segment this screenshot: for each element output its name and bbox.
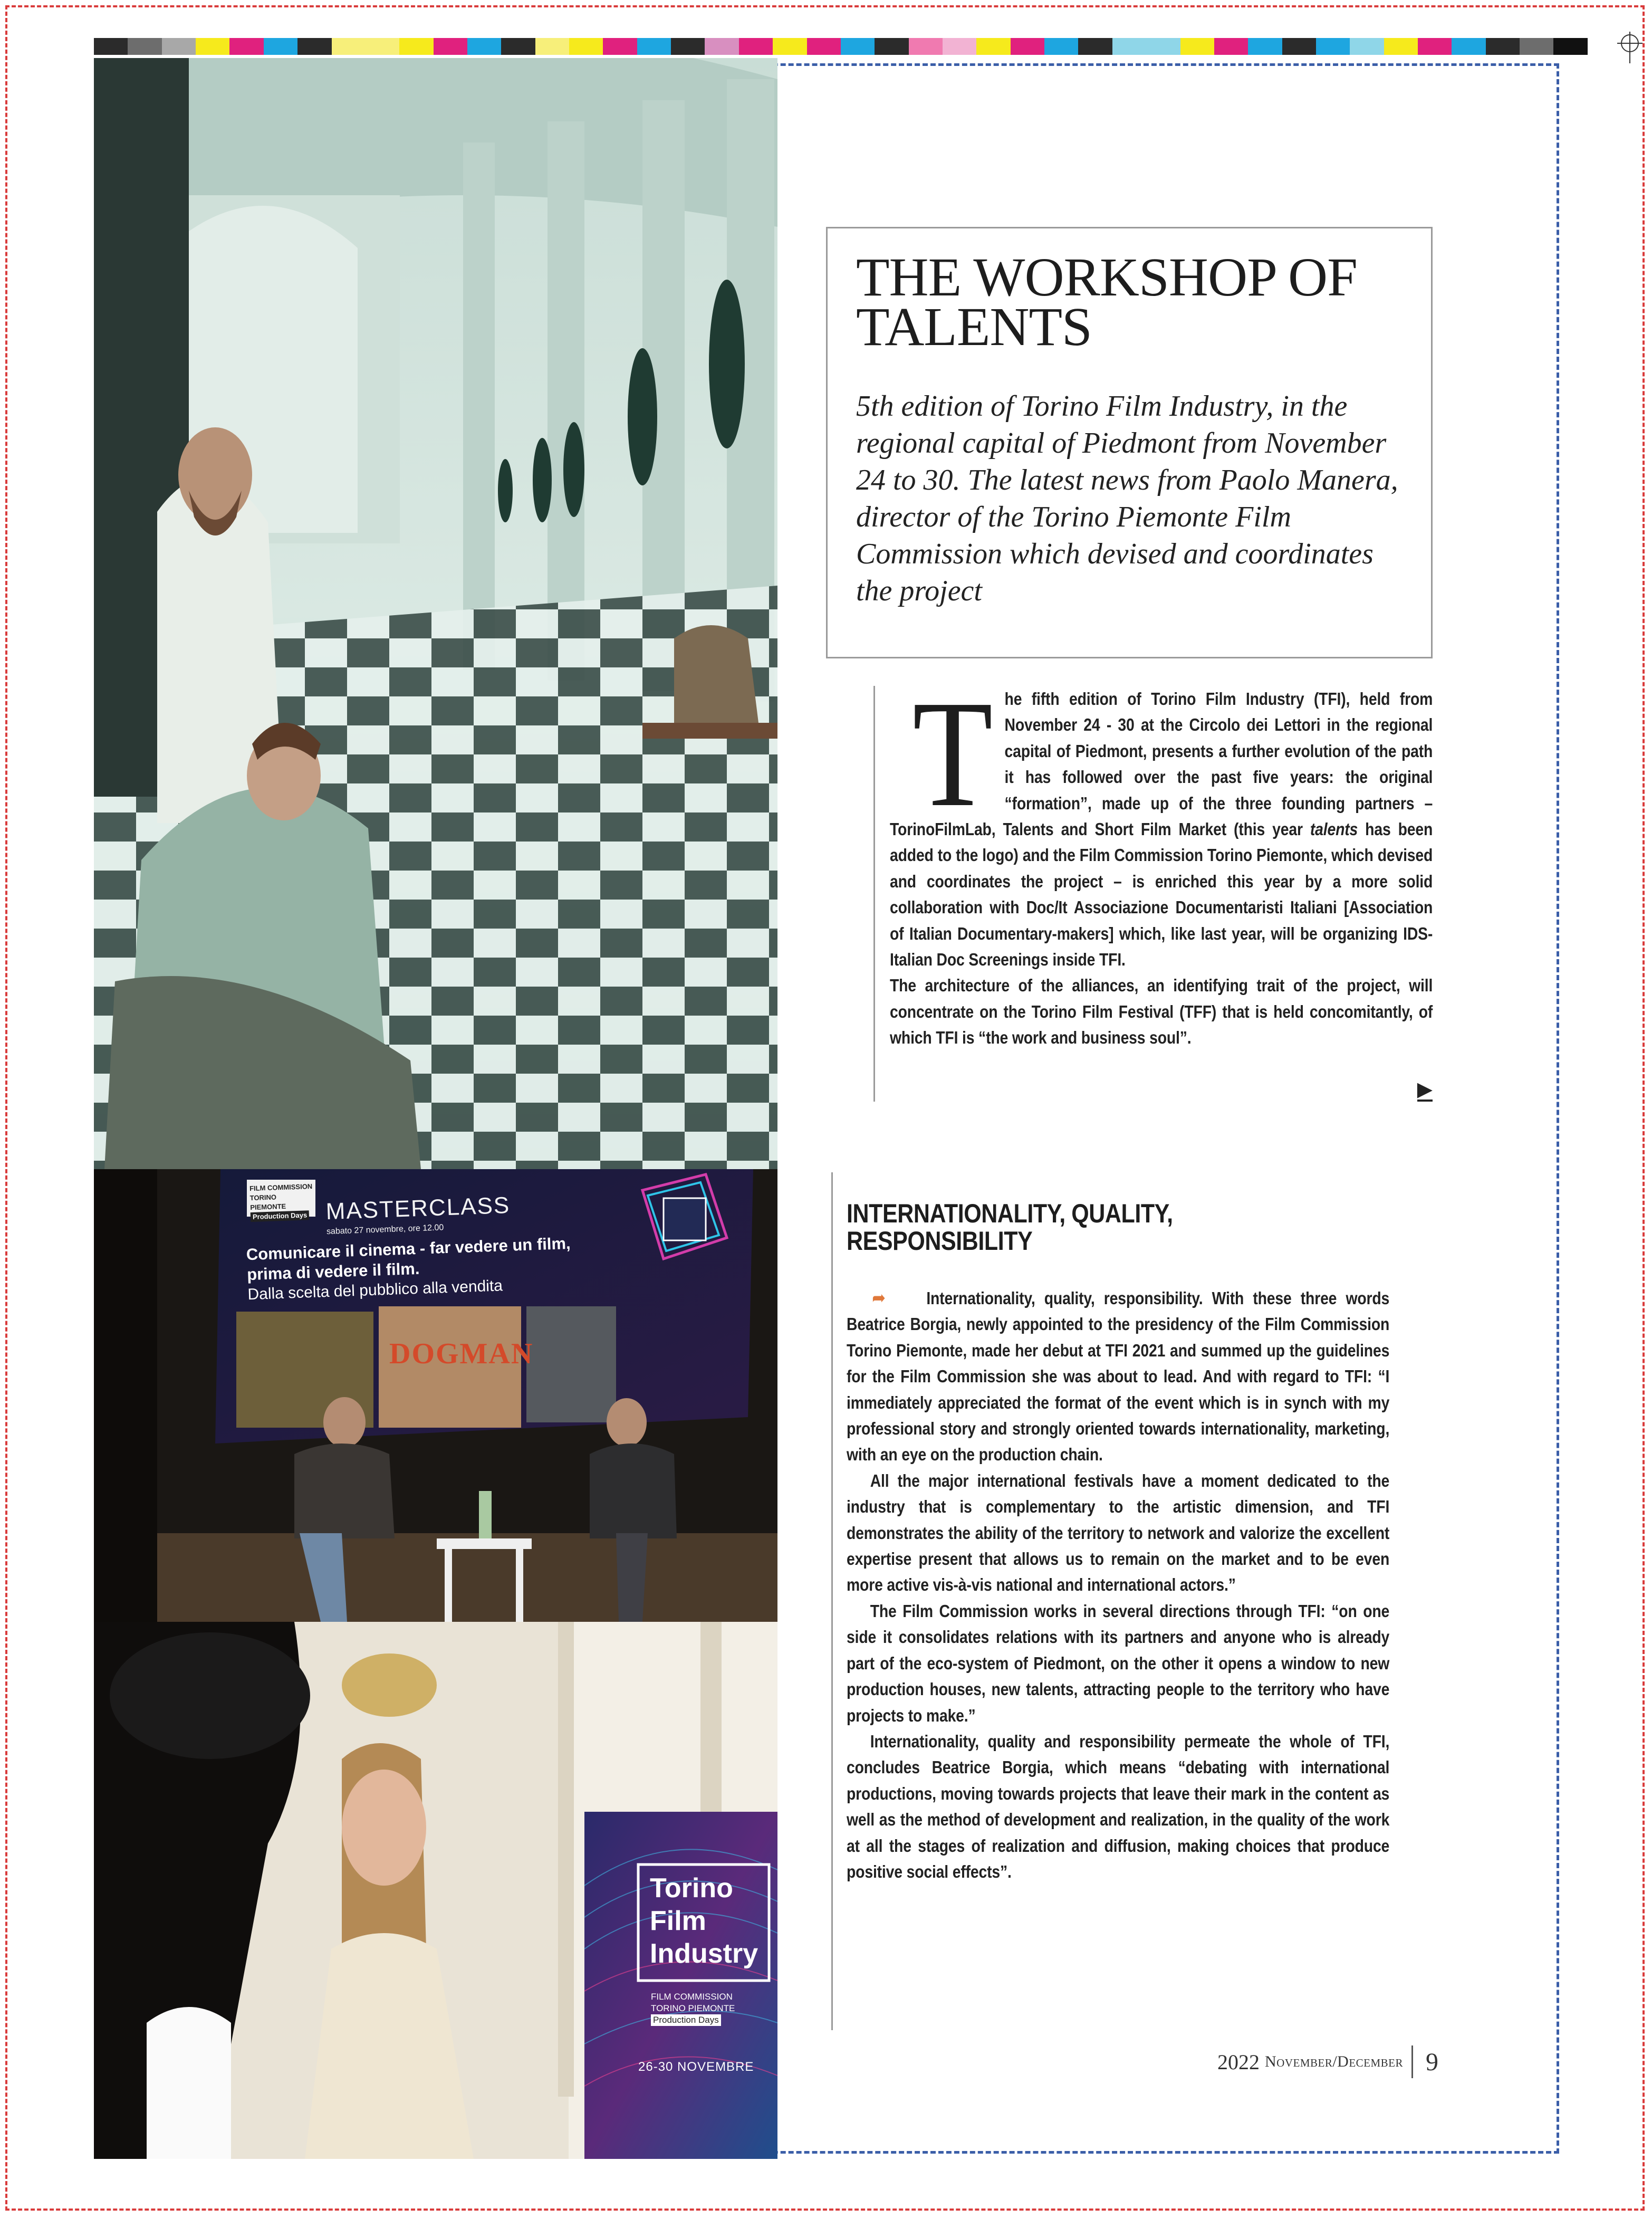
folio-divider xyxy=(1411,2045,1413,2078)
folio-issue: November/December xyxy=(1265,2053,1404,2070)
color-swatch xyxy=(773,38,806,55)
color-swatch xyxy=(162,38,196,55)
article-title: THE WORKSHOP OF TALENTS xyxy=(856,247,1357,357)
print-color-bar xyxy=(94,38,1588,55)
color-swatch xyxy=(1452,38,1485,55)
color-swatch xyxy=(1486,38,1520,55)
color-swatch xyxy=(739,38,773,55)
section-paragraph-4: Internationality, quality and responsibility permeate the whole of TFI, concludes Beatrice Borgia, which means “debating with international productions, moving towards projects that leave their mark in the content as well as the method of development and realization, in the quality of the work at all the stages of realization and diffusion, making choices that produce positive social effects”. xyxy=(847,1731,1390,1881)
photo-woman-with-banner xyxy=(94,1622,777,2159)
color-swatch xyxy=(1112,38,1146,55)
color-swatch xyxy=(399,38,433,55)
color-swatch xyxy=(1146,38,1180,55)
banner-dates: 26-30 NOVEMBRE xyxy=(638,2060,754,2074)
section-internationality xyxy=(831,1172,1389,2030)
color-swatch xyxy=(366,38,399,55)
italic-talents: talents xyxy=(1310,819,1358,839)
masterclass-screen-header: MASTERCLASS sabato 27 novembre, ore 12.00 xyxy=(325,1192,511,1237)
share-arrow-icon: ➦ xyxy=(872,1287,886,1309)
registration-mark-icon xyxy=(1614,32,1646,63)
color-swatch xyxy=(671,38,705,55)
color-swatch xyxy=(705,38,738,55)
color-swatch xyxy=(1044,38,1078,55)
section-paragraph-2: All the major international festivals have a moment dedicated to the industry that is complementary to the artistic dimension, and TFI demonstrates the ability of the territory to network and valorize the excellent expertise present that allows us to remain on the market and to be even more active vis-à-vis national and international actors.” xyxy=(847,1470,1390,1595)
color-swatch xyxy=(1520,38,1553,55)
color-swatch xyxy=(875,38,908,55)
masterclass-screen-text: Comunicare il cinema - far vedere un film, prima di vedere il film. Dalla scelta del pubblico alla vendita xyxy=(246,1234,571,1304)
color-swatch xyxy=(264,38,297,55)
color-swatch xyxy=(434,38,467,55)
color-swatch xyxy=(332,38,366,55)
color-swatch xyxy=(1248,38,1282,55)
color-swatch xyxy=(909,38,943,55)
section-heading: INTERNATIONALITY, QUALITY, RESPONSIBILITY xyxy=(847,1199,1173,1256)
page-folio xyxy=(1217,2041,1438,2083)
continue-arrow-icon: ▶ xyxy=(1417,1077,1433,1101)
color-swatch xyxy=(637,38,671,55)
color-swatch xyxy=(807,38,841,55)
color-swatch xyxy=(1180,38,1214,55)
color-swatch xyxy=(841,38,875,55)
color-swatch xyxy=(1418,38,1452,55)
color-swatch xyxy=(1011,38,1044,55)
photo-masterclass-stage xyxy=(94,1169,777,1622)
intro-paragraph-1: The fifth edition of Torino Film Industry (TFI), held from November 24 - 30 at the Circolo dei Lettori in the regional capital of Piedmont, presents a further evolution of the path it has followed over the past five years: the original “formation”, made up of the three founding partners – TorinoFilmLab, Talents and Short Film Market (this year talents has been added to the logo) and the Film Commission Torino Piemonte, which devised and coordinates the project – is enriched this year by a more solid collaboration with Doc/It Associazione Documentaristi Italiani [Association of Italian Documentary-makers] which, like last year, will be organizing IDS- Italian Doc Screenings inside TFI. xyxy=(890,669,1433,970)
color-swatch xyxy=(1384,38,1418,55)
dogman-poster-title: DOGMAN xyxy=(389,1337,534,1370)
intro-text xyxy=(890,669,1433,1051)
intro-paragraph-2: The architecture of the alliances, an identifying trait of the project, will concentrate on the Torino Film Festival (TFF) that is held concomitantly, of which TFI is “the work and business soul”. xyxy=(890,976,1433,1048)
color-swatch xyxy=(501,38,535,55)
color-swatch xyxy=(297,38,331,55)
color-swatch xyxy=(603,38,637,55)
section-text xyxy=(847,1285,1389,1885)
section-paragraph-1: ➦ Internationality, quality, responsibility. With these three words Beatrice Borgia, newly appointed to the presidency of the Film Commission Torino Piemonte, made her debut at TFI 2021 and summed up the guidelines for the Film Commission she was about to lead. And with regard to TFI: “I immediately appreciated the format of the event which is in synch with my professional story and strongly oriented towards internationality, marketing, with an eye on the production chain. xyxy=(847,1285,1389,1468)
color-swatch xyxy=(976,38,1010,55)
color-swatch xyxy=(1350,38,1384,55)
title-box xyxy=(826,227,1433,658)
color-swatch xyxy=(1282,38,1316,55)
folio-year: 2022 xyxy=(1217,2050,1260,2074)
color-swatch xyxy=(1078,38,1112,55)
intro-column xyxy=(873,669,1433,1102)
color-swatch xyxy=(467,38,501,55)
color-swatch xyxy=(569,38,603,55)
section-paragraph-3: The Film Commission works in several directions through TFI: “on one side it consolidates relations with its partners and anyone who is already part of the eco-system of Piedmont, on the other it opens a window to new production houses, new talents, attracting people to the territory who have projects to make.” xyxy=(847,1601,1390,1725)
color-swatch xyxy=(128,38,161,55)
color-swatch xyxy=(229,38,263,55)
color-swatch xyxy=(1214,38,1248,55)
banner-brand: FILM COMMISSION TORINO PIEMONTE Production Days xyxy=(651,1992,735,2025)
masterclass-screen-brand: FILM COMMISSION TORINO PIEMONTE Production Days xyxy=(249,1182,314,1222)
color-swatch xyxy=(535,38,569,55)
drop-cap: T xyxy=(913,669,993,838)
color-swatch xyxy=(943,38,976,55)
banner-title: Torino Film Industry xyxy=(650,1873,758,1969)
page-number: 9 xyxy=(1426,2048,1439,2076)
color-swatch xyxy=(1553,38,1587,55)
color-swatch xyxy=(1316,38,1350,55)
photo-palace-hall xyxy=(94,58,777,1169)
color-swatch xyxy=(196,38,229,55)
article-subtitle: 5th edition of Torino Film Industry, in the regional capital of Piedmont from November 24 to 30. The latest news from Paolo Manera, director of the Torino Piemonte Film Commission which devised and coordinates the project xyxy=(856,390,1398,607)
color-swatch xyxy=(94,38,128,55)
